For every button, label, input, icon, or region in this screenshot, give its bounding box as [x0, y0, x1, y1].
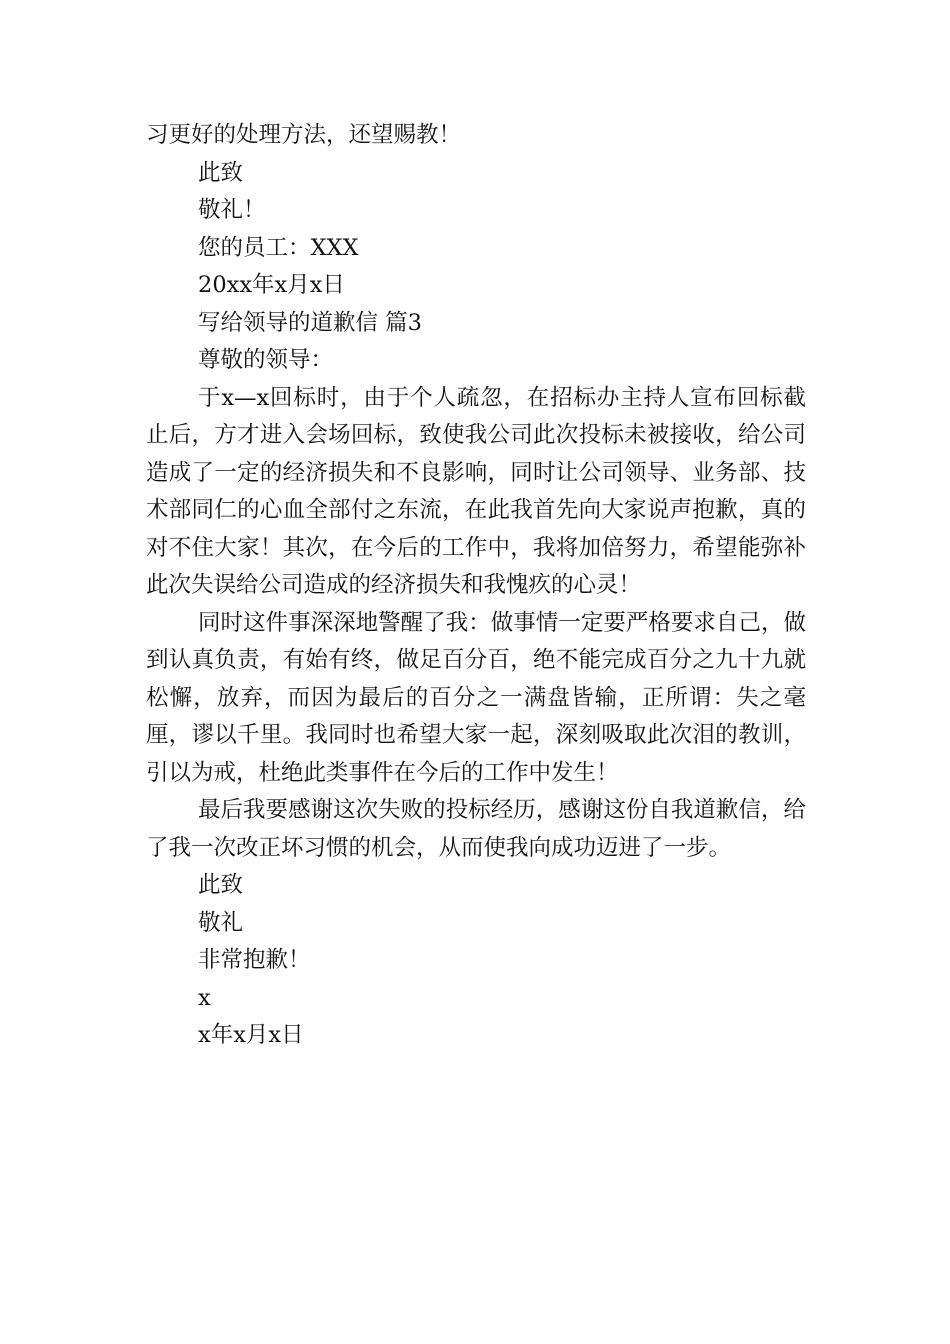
- apology-line: 非常抱歉！: [198, 947, 311, 973]
- closing-line: 此致: [198, 872, 244, 898]
- body-paragraph: 同时这件事深深地警醒了我：做事情一定要严格要求自己，做到认真负责，有始有终，做足百分百，绝不能完成百分之九十九就松懈，放弃，而因为最后的百分之一满盘皆输，正所谓：失之毫厘，谬以千里。我同时也希望大家一起，深刻吸取此次泪的教训，引以为戒，杜绝此类事件在今后的工作中发生！: [146, 609, 806, 786]
- body-paragraph: 于x—x回标时，由于个人疏忽，在招标办主持人宣布回标截止后，方才进入会场回标，致使我公司此次投标未被接收，给公司造成了一定的经济损失和不良影响，同时让公司领导、业务部、技术部同仁的心血全部付之东流，在此我首先向大家说声抱歉，真的对不住大家！其次，在今后的工作中，我将加倍努力，希望能弥补此次失误给公司造成的经济损失和我愧疚的心灵！: [146, 384, 806, 598]
- closing-line: 此致: [198, 159, 244, 186]
- section-title: 写给领导的道歉信 篇3: [198, 309, 422, 336]
- date-line: 20xx年x月x日: [198, 272, 345, 298]
- document-body: [146, 117, 806, 1055]
- date-line: x年x月x日: [198, 1022, 304, 1048]
- salute-line: 敬礼: [198, 909, 244, 936]
- salute-line: 敬礼！: [198, 197, 266, 223]
- greeting-line: 尊敬的领导：: [198, 347, 334, 373]
- signature-line: 您的员工：XXX: [198, 234, 359, 261]
- signature-line: x: [198, 984, 211, 1011]
- continuation-line: 习更好的处理方法，还望赐教！: [146, 122, 462, 148]
- body-paragraph: 最后我要感谢这次失败的投标经历，感谢这份自我道歉信，给了我一次改正坏习惯的机会，从而使我向成功迈进了一步。: [146, 797, 806, 861]
